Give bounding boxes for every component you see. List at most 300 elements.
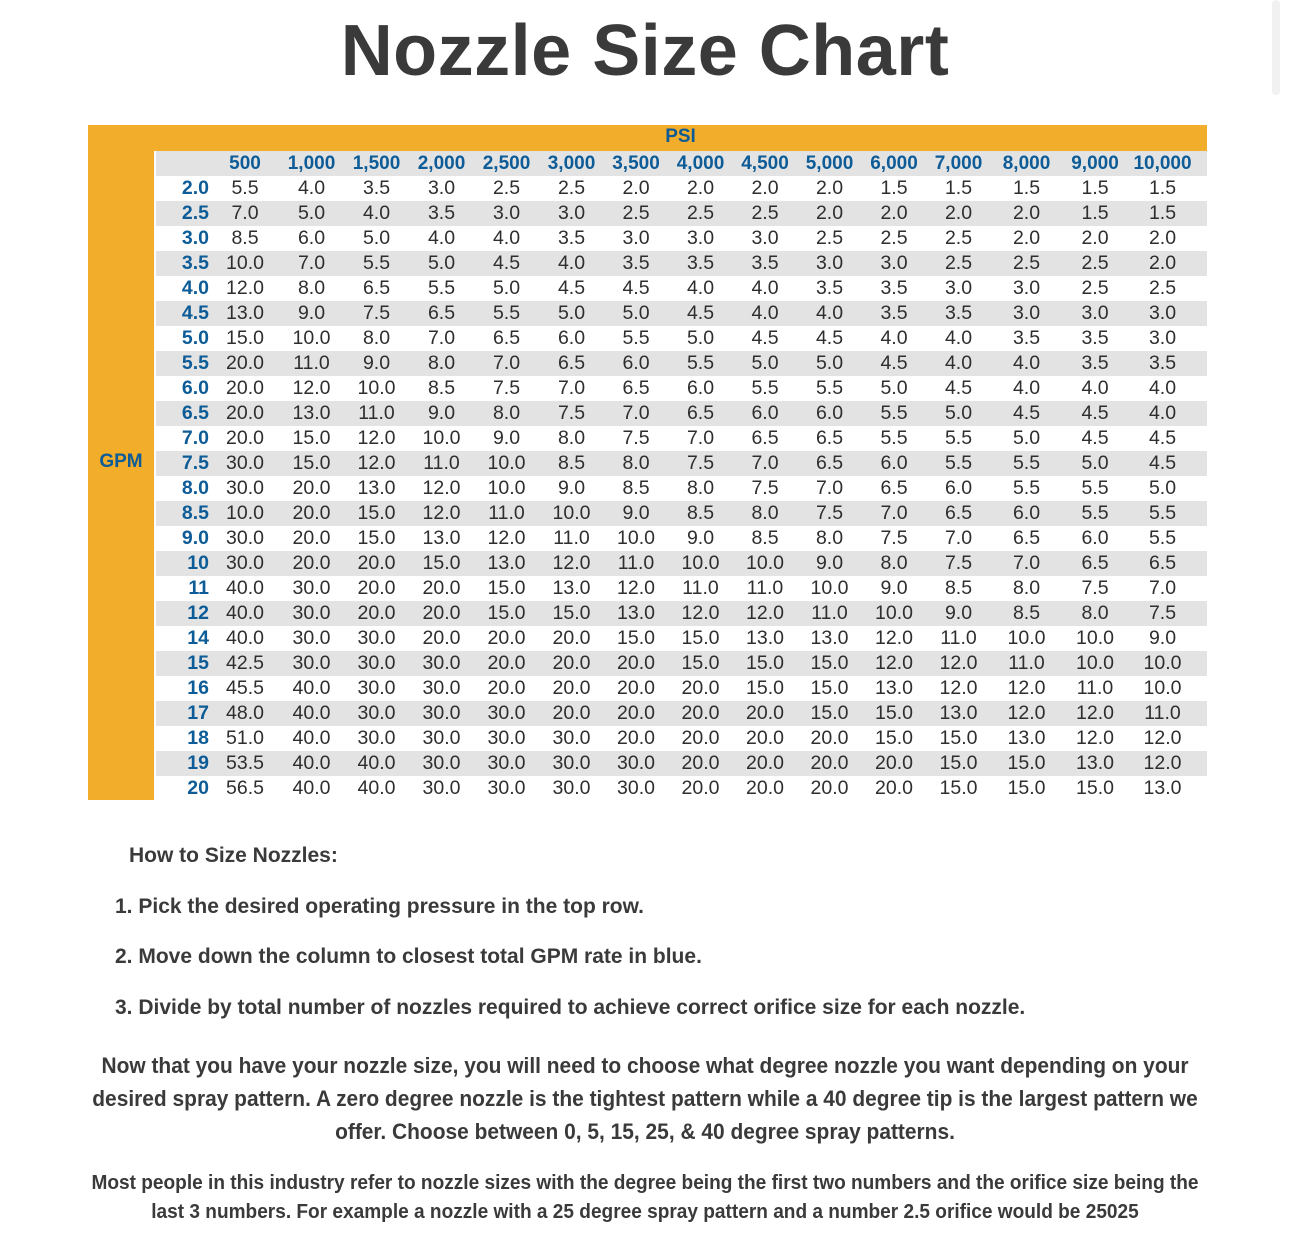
nozzle-size-cell: 15.0 — [552, 602, 591, 624]
nozzle-size-cell: 7.5 — [557, 402, 586, 424]
nozzle-size-cell: 20.0 — [617, 677, 655, 699]
nozzle-size-cell: 7.0 — [1012, 552, 1041, 574]
nozzle-size-cell: 6.5 — [815, 427, 844, 449]
psi-column-header: 4,500 — [741, 153, 789, 174]
nozzle-size-cell: 3.0 — [1081, 302, 1109, 324]
nozzle-size-cell: 5.0 — [944, 402, 973, 424]
nozzle-size-cell: 2.5 — [557, 177, 586, 199]
nozzle-size-cell: 20.0 — [292, 502, 331, 524]
nozzle-size-cell: 5.5 — [815, 377, 844, 399]
nozzle-size-cell: 5.5 — [1148, 527, 1177, 549]
nozzle-size-cell: 20.0 — [422, 577, 461, 599]
nozzle-size-cell: 7.5 — [492, 377, 521, 399]
nozzle-size-cell: 6.5 — [427, 302, 456, 324]
nozzle-size-cell: 12.0 — [746, 602, 784, 624]
nozzle-size-cell: 30.0 — [226, 452, 264, 474]
nozzle-size-cell: 3.5 — [751, 252, 779, 274]
nozzle-size-cell: 4.0 — [815, 302, 844, 324]
psi-column-header: 3,000 — [547, 153, 596, 174]
nozzle-size-cell: 15.0 — [357, 502, 396, 524]
nozzle-size-cell: 13.0 — [357, 477, 396, 499]
nozzle-size-cell: 2.5 — [944, 252, 973, 274]
nozzle-size-cell: 20.0 — [552, 702, 591, 724]
gpm-row-header: 6.5 — [181, 402, 209, 424]
nozzle-size-cell: 3.0 — [686, 227, 715, 249]
nozzle-size-cell: 6.5 — [751, 427, 779, 449]
nozzle-size-cell: 7.0 — [622, 402, 650, 424]
nozzle-size-cell: 5.0 — [1148, 477, 1177, 499]
nozzle-size-cell: 2.5 — [1081, 277, 1109, 299]
gpm-row-header: 3.0 — [181, 227, 209, 249]
nozzle-size-cell: 13.0 — [1076, 752, 1114, 774]
nozzle-size-cell: 48.0 — [226, 702, 264, 724]
nozzle-size-cell: 5.0 — [622, 302, 650, 324]
nozzle-size-cell: 9.0 — [557, 477, 586, 499]
table-row — [156, 501, 1207, 526]
nozzle-size-cell: 5.0 — [362, 227, 391, 249]
nozzle-size-cell: 20.0 — [226, 352, 264, 374]
gpm-row-header: 17 — [187, 702, 209, 724]
gpm-row-header: 5.5 — [181, 352, 209, 374]
nozzle-size-cell: 7.5 — [622, 427, 650, 449]
nozzle-size-cell: 8.0 — [362, 327, 391, 349]
psi-column-header: 6,000 — [870, 153, 918, 174]
nozzle-size-cell: 2.5 — [944, 227, 973, 249]
nozzle-size-cell: 7.0 — [751, 452, 779, 474]
nozzle-size-cell: 15.0 — [746, 652, 784, 674]
table-row — [156, 301, 1207, 326]
nozzle-size-cell: 2.0 — [944, 202, 973, 224]
nozzle-size-cell: 8.5 — [1012, 602, 1041, 624]
nozzle-size-cell: 7.5 — [944, 552, 973, 574]
nozzle-size-cell: 5.5 — [1081, 502, 1109, 524]
nozzle-size-cell: 10.0 — [1076, 652, 1114, 674]
nozzle-size-cell: 10.0 — [810, 577, 849, 599]
nozzle-size-cell: 8.5 — [557, 452, 586, 474]
table-row — [156, 351, 1207, 376]
nozzle-size-cell: 4.5 — [492, 252, 521, 274]
nozzle-size-cell: 11.0 — [423, 452, 460, 474]
nozzle-size-cell: 1.5 — [880, 177, 908, 199]
nozzle-size-cell: 5.5 — [880, 402, 908, 424]
nozzle-size-cell: 2.0 — [622, 177, 650, 199]
nozzle-size-cell: 4.5 — [1081, 427, 1109, 449]
nozzle-size-cell: 20.0 — [422, 627, 461, 649]
nozzle-size-cell: 8.0 — [686, 477, 715, 499]
nozzle-size-cell: 40.0 — [357, 752, 396, 774]
nozzle-size-cell: 6.5 — [1148, 552, 1177, 574]
nozzle-size-cell: 8.0 — [492, 402, 521, 424]
nozzle-size-cell: 5.0 — [815, 352, 844, 374]
gpm-row-header: 2.5 — [181, 202, 209, 224]
nozzle-size-cell: 40.0 — [226, 627, 264, 649]
nozzle-size-cell: 3.5 — [880, 302, 908, 324]
table-row — [156, 601, 1207, 626]
nozzle-size-cell: 30.0 — [552, 777, 591, 799]
nozzle-size-cell: 4.5 — [880, 352, 908, 374]
nozzle-size-cell: 15.0 — [810, 677, 849, 699]
nozzle-size-cell: 20.0 — [746, 777, 784, 799]
nozzle-size-cell: 10.0 — [357, 377, 396, 399]
nozzle-size-cell: 3.0 — [944, 277, 973, 299]
gpm-row-header: 10 — [187, 552, 209, 574]
nozzle-size-cell: 7.5 — [686, 452, 715, 474]
nozzle-size-cell: 7.0 — [686, 427, 715, 449]
nozzle-size-cell: 6.0 — [686, 377, 715, 399]
nozzle-size-cell: 4.0 — [1148, 377, 1177, 399]
nozzle-size-cell: 12.0 — [1143, 727, 1182, 749]
table-row — [156, 451, 1207, 476]
nozzle-size-cell: 20.0 — [681, 702, 720, 724]
nozzle-size-cell: 40.0 — [226, 602, 264, 624]
nozzle-size-cell: 5.0 — [492, 277, 521, 299]
nozzle-size-cell: 15.0 — [357, 527, 396, 549]
nozzle-size-cell: 30.0 — [552, 727, 591, 749]
nozzle-size-cell: 11.0 — [358, 402, 395, 424]
nozzle-size-cell: 15.0 — [487, 602, 526, 624]
table-row — [156, 551, 1207, 576]
nozzle-size-cell: 9.0 — [1148, 627, 1177, 649]
nozzle-size-cell: 12.0 — [357, 427, 396, 449]
page-title: Nozzle Size Chart — [340, 11, 950, 91]
nozzle-size-cell: 2.5 — [1148, 277, 1177, 299]
nozzle-size-cell: 4.5 — [1081, 402, 1109, 424]
psi-column-header: 2,000 — [417, 153, 466, 174]
nozzle-size-cell: 13.0 — [1143, 777, 1182, 799]
gpm-row-header: 12 — [187, 602, 209, 624]
nozzle-size-cell: 5.5 — [427, 277, 456, 299]
nozzle-size-cell: 10.0 — [681, 552, 720, 574]
nozzle-size-cell: 30.0 — [292, 602, 331, 624]
nozzle-size-cell: 15.0 — [1007, 777, 1046, 799]
nozzle-size-cell: 4.0 — [1148, 402, 1177, 424]
nozzle-size-cell: 2.5 — [880, 227, 908, 249]
table-row — [156, 751, 1207, 776]
nozzle-size-cell: 5.5 — [622, 327, 650, 349]
nozzle-size-cell: 15.0 — [681, 652, 720, 674]
nozzle-size-cell: 15.0 — [746, 677, 784, 699]
nozzle-size-cell: 2.5 — [492, 177, 521, 199]
nozzle-size-cell: 20.0 — [552, 627, 591, 649]
nozzle-size-cell: 20.0 — [357, 552, 396, 574]
nozzle-size-cell: 15.0 — [681, 627, 720, 649]
nozzle-size-cell: 3.0 — [1012, 277, 1041, 299]
nozzle-size-cell: 6.0 — [751, 402, 779, 424]
nozzle-size-cell: 20.0 — [226, 377, 264, 399]
nozzle-size-cell: 7.0 — [297, 252, 326, 274]
nozzle-size-cell: 7.5 — [362, 302, 391, 324]
nozzle-size-cell: 5.5 — [231, 177, 259, 199]
nozzle-size-cell: 4.5 — [622, 277, 650, 299]
nozzle-size-cell: 6.5 — [362, 277, 391, 299]
gpm-row-header: 4.0 — [181, 277, 209, 299]
nozzle-size-cell: 2.0 — [1148, 227, 1177, 249]
nozzle-size-cell: 2.5 — [622, 202, 650, 224]
nozzle-size-cell: 8.0 — [557, 427, 586, 449]
table-row — [156, 251, 1207, 276]
nozzle-size-cell: 1.5 — [1081, 202, 1109, 224]
nozzle-size-cell: 11.0 — [1144, 702, 1181, 724]
table-row — [156, 326, 1207, 351]
instruction-step-1: 1. Pick the desired operating pressure in the top row. — [115, 895, 645, 918]
nozzle-size-cell: 30.0 — [226, 477, 264, 499]
nozzle-size-cell: 15.0 — [939, 752, 978, 774]
nozzle-size-cell: 3.5 — [427, 202, 456, 224]
gpm-row-header: 16 — [187, 677, 209, 699]
nozzle-size-cell: 5.5 — [944, 452, 973, 474]
gpm-row-header: 2.0 — [181, 177, 209, 199]
nozzle-size-cell: 3.5 — [1081, 352, 1109, 374]
nozzle-size-cell: 42.5 — [226, 652, 264, 674]
nozzle-size-cell: 12.0 — [357, 452, 396, 474]
nozzle-size-cell: 13.0 — [810, 627, 849, 649]
nozzle-size-cell: 11.0 — [682, 577, 719, 599]
nozzle-size-cell: 8.0 — [427, 352, 456, 374]
nozzle-size-cell: 30.0 — [422, 702, 461, 724]
nozzle-size-cell: 3.5 — [1012, 327, 1041, 349]
nozzle-size-cell: 12.0 — [1143, 752, 1182, 774]
nozzle-size-cell: 4.0 — [362, 202, 391, 224]
nozzle-size-cell: 20.0 — [746, 702, 784, 724]
nozzle-size-cell: 20.0 — [422, 602, 461, 624]
nozzle-size-cell: 4.0 — [557, 252, 586, 274]
nozzle-size-cell: 30.0 — [357, 652, 396, 674]
nozzle-size-cell: 3.0 — [880, 252, 908, 274]
nozzle-size-cell: 1.5 — [1148, 202, 1177, 224]
table-row — [156, 726, 1207, 751]
scrollbar[interactable] — [1272, 0, 1280, 95]
psi-column-header: 1,000 — [287, 153, 336, 174]
nozzle-size-cell: 7.0 — [557, 377, 586, 399]
nozzle-size-cell: 30.0 — [292, 627, 331, 649]
nozzle-size-cell: 3.5 — [557, 227, 586, 249]
nozzle-size-cell: 8.0 — [297, 277, 326, 299]
nozzle-size-cell: 11.0 — [617, 552, 655, 574]
nozzle-size-cell: 12.0 — [292, 377, 331, 399]
nozzle-size-cell: 6.5 — [557, 352, 586, 374]
nozzle-size-cell: 20.0 — [617, 702, 655, 724]
nozzle-size-cell: 15.0 — [810, 702, 849, 724]
nozzle-size-cell: 8.5 — [686, 502, 715, 524]
nozzle-size-cell: 11.0 — [940, 627, 977, 649]
gpm-row-header: 15 — [187, 652, 209, 674]
nozzle-size-cell: 40.0 — [292, 727, 331, 749]
nozzle-size-cell: 15.0 — [226, 327, 264, 349]
nozzle-size-cell: 15.0 — [810, 652, 849, 674]
nozzle-size-cell: 5.0 — [297, 202, 326, 224]
nozzle-size-cell: 4.0 — [944, 352, 973, 374]
gpm-row-header: 14 — [187, 627, 209, 649]
nozzle-size-cell: 30.0 — [617, 777, 655, 799]
nozzle-size-cell: 2.0 — [686, 177, 715, 199]
psi-column-header: 1,500 — [352, 153, 401, 174]
nozzle-size-cell: 7.0 — [492, 352, 521, 374]
nozzle-size-cell: 20.0 — [487, 627, 526, 649]
nozzle-size-cell: 9.0 — [427, 402, 456, 424]
nozzle-size-cell: 13.0 — [226, 302, 264, 324]
nozzle-size-cell: 4.0 — [1012, 352, 1041, 374]
nozzle-size-cell: 8.5 — [751, 527, 779, 549]
table-row — [156, 401, 1207, 426]
gpm-row-header: 18 — [187, 727, 209, 749]
nozzle-size-cell: 13.0 — [422, 527, 461, 549]
nozzle-size-cell: 10.0 — [1143, 677, 1182, 699]
nozzle-size-cell: 6.0 — [944, 477, 973, 499]
nozzle-size-cell: 12.0 — [422, 477, 461, 499]
nozzle-size-cell: 9.0 — [880, 577, 908, 599]
nozzle-size-cell: 30.0 — [422, 652, 461, 674]
nozzle-size-cell: 12.0 — [487, 527, 526, 549]
nozzle-size-cell: 11.0 — [1076, 677, 1114, 699]
nozzle-size-cell: 8.0 — [1012, 577, 1041, 599]
nozzle-size-cell: 6.5 — [944, 502, 973, 524]
nozzle-size-cell: 20.0 — [292, 527, 331, 549]
nozzle-size-cell: 3.5 — [1148, 352, 1177, 374]
nozzle-size-cell: 3.5 — [815, 277, 844, 299]
nozzle-size-cell: 4.5 — [1148, 427, 1177, 449]
nozzle-size-cell: 10.0 — [1007, 627, 1046, 649]
table-row — [156, 701, 1207, 726]
nozzle-size-cell: 15.0 — [875, 702, 913, 724]
nozzle-size-cell: 20.0 — [810, 777, 849, 799]
nozzle-size-cell: 6.0 — [815, 402, 844, 424]
nozzle-size-cell: 20.0 — [552, 652, 591, 674]
table-row — [156, 201, 1207, 226]
nozzle-size-cell: 12.0 — [617, 577, 655, 599]
nozzle-size-cell: 7.0 — [944, 527, 973, 549]
nozzle-size-cell: 3.5 — [686, 252, 715, 274]
nozzle-size-cell: 12.0 — [422, 502, 461, 524]
table-row — [156, 651, 1207, 676]
nozzle-size-cell: 5.0 — [1012, 427, 1041, 449]
nozzle-size-cell: 13.0 — [552, 577, 591, 599]
gpm-row-header: 3.5 — [181, 252, 209, 274]
nozzle-size-cell: 12.0 — [1076, 702, 1114, 724]
table-row — [156, 426, 1207, 451]
nozzle-size-cell: 6.0 — [622, 352, 650, 374]
nozzle-size-cell: 4.0 — [751, 302, 779, 324]
gpm-row-header: 11 — [188, 577, 209, 599]
nozzle-size-cell: 7.0 — [815, 477, 844, 499]
table-row — [156, 526, 1207, 551]
nozzle-size-cell: 7.5 — [751, 477, 779, 499]
table-row — [156, 676, 1207, 701]
nozzle-size-cell: 12.0 — [226, 277, 264, 299]
nozzle-size-cell: 15.0 — [1076, 777, 1114, 799]
nozzle-size-cell: 4.0 — [1081, 377, 1109, 399]
nozzle-size-cell: 7.0 — [880, 502, 908, 524]
instructions-heading: How to Size Nozzles: — [129, 844, 338, 867]
nozzle-size-cell: 4.0 — [492, 227, 521, 249]
nozzle-size-cell: 10.0 — [617, 527, 655, 549]
psi-column-header: 4,000 — [676, 153, 725, 174]
nozzle-size-cell: 12.0 — [939, 677, 978, 699]
nozzle-size-cell: 3.0 — [557, 202, 586, 224]
nozzle-size-cell: 5.5 — [1081, 477, 1109, 499]
nozzle-size-cell: 10.0 — [746, 552, 784, 574]
nozzle-size-cell: 10.0 — [875, 602, 913, 624]
nozzle-size-cell: 15.0 — [617, 627, 655, 649]
nozzle-size-cell: 8.0 — [815, 527, 844, 549]
nozzle-size-cell: 13.0 — [939, 702, 978, 724]
gpm-row-header: 8.5 — [181, 502, 209, 524]
nozzle-size-cell: 2.5 — [686, 202, 715, 224]
nozzle-size-cell: 5.0 — [1081, 452, 1109, 474]
nozzle-size-cell: 7.5 — [1081, 577, 1109, 599]
nozzle-size-cell: 20.0 — [681, 677, 720, 699]
nozzle-size-cell: 15.0 — [939, 777, 978, 799]
nozzle-size-cell: 8.5 — [231, 227, 259, 249]
nozzle-size-cell: 8.5 — [427, 377, 456, 399]
nozzle-size-cell: 2.0 — [880, 202, 908, 224]
nozzle-size-cell: 2.5 — [815, 227, 844, 249]
psi-axis-label: PSI — [665, 126, 696, 147]
nozzle-size-cell: 4.5 — [751, 327, 779, 349]
nozzle-size-cell: 2.0 — [751, 177, 779, 199]
nozzle-size-cell: 20.0 — [617, 652, 655, 674]
nozzle-size-cell: 12.0 — [552, 552, 591, 574]
nozzle-size-cell: 30.0 — [487, 777, 526, 799]
nozzle-size-cell: 2.0 — [1148, 252, 1177, 274]
nozzle-size-cell: 20.0 — [357, 602, 396, 624]
nozzle-size-cell: 15.0 — [292, 427, 331, 449]
nozzle-size-cell: 7.5 — [815, 502, 844, 524]
nozzle-size-cell: 5.0 — [686, 327, 715, 349]
nozzle-size-cell: 30.0 — [487, 752, 526, 774]
nozzle-size-cell: 30.0 — [487, 727, 526, 749]
gpm-row-header: 20 — [187, 777, 209, 799]
nozzle-size-cell: 6.5 — [1012, 527, 1041, 549]
nozzle-size-cell: 6.5 — [686, 402, 715, 424]
psi-column-header: 10,000 — [1133, 153, 1192, 174]
nozzle-size-cell: 12.0 — [939, 652, 978, 674]
header-corner-cell — [156, 151, 211, 176]
nozzle-size-cell: 9.0 — [492, 427, 521, 449]
nozzle-size-cell: 13.0 — [746, 627, 784, 649]
nozzle-size-cell: 40.0 — [292, 702, 331, 724]
nozzle-size-cell: 8.5 — [622, 477, 650, 499]
psi-column-header: 2,500 — [482, 153, 531, 174]
psi-column-header: 5,000 — [805, 153, 854, 174]
nozzle-size-cell: 7.5 — [1148, 602, 1177, 624]
gpm-row-header: 5.0 — [181, 327, 209, 349]
instruction-step-2: 2. Move down the column to closest total GPM rate in blue. — [115, 945, 702, 968]
nozzle-size-cell: 20.0 — [552, 677, 591, 699]
psi-column-header: 7,000 — [934, 153, 983, 174]
nozzle-size-cell: 12.0 — [1007, 702, 1046, 724]
nozzle-size-cell: 10.0 — [226, 502, 264, 524]
nozzle-size-cell: 3.0 — [427, 177, 456, 199]
nozzle-size-cell: 15.0 — [875, 727, 913, 749]
nozzle-size-cell: 8.5 — [944, 577, 973, 599]
nozzle-size-cell: 5.0 — [880, 377, 908, 399]
nozzle-size-cell: 3.5 — [944, 302, 973, 324]
nozzle-size-cell: 4.5 — [557, 277, 586, 299]
nozzle-size-cell: 9.0 — [815, 552, 844, 574]
nozzle-size-cell: 7.0 — [1148, 577, 1177, 599]
nozzle-size-cell: 40.0 — [357, 777, 396, 799]
nozzle-size-cell: 3.5 — [1081, 327, 1109, 349]
nozzle-size-cell: 4.0 — [427, 227, 456, 249]
nozzle-size-cell: 10.0 — [487, 477, 526, 499]
nozzle-size-cell: 6.5 — [815, 452, 844, 474]
nozzle-size-cell: 6.5 — [622, 377, 650, 399]
nozzle-size-cell: 13.0 — [1007, 727, 1046, 749]
nozzle-size-cell: 30.0 — [357, 677, 396, 699]
psi-column-header: 8,000 — [1002, 153, 1051, 174]
nozzle-size-cell: 7.0 — [231, 202, 259, 224]
nozzle-size-cell: 6.5 — [880, 477, 908, 499]
